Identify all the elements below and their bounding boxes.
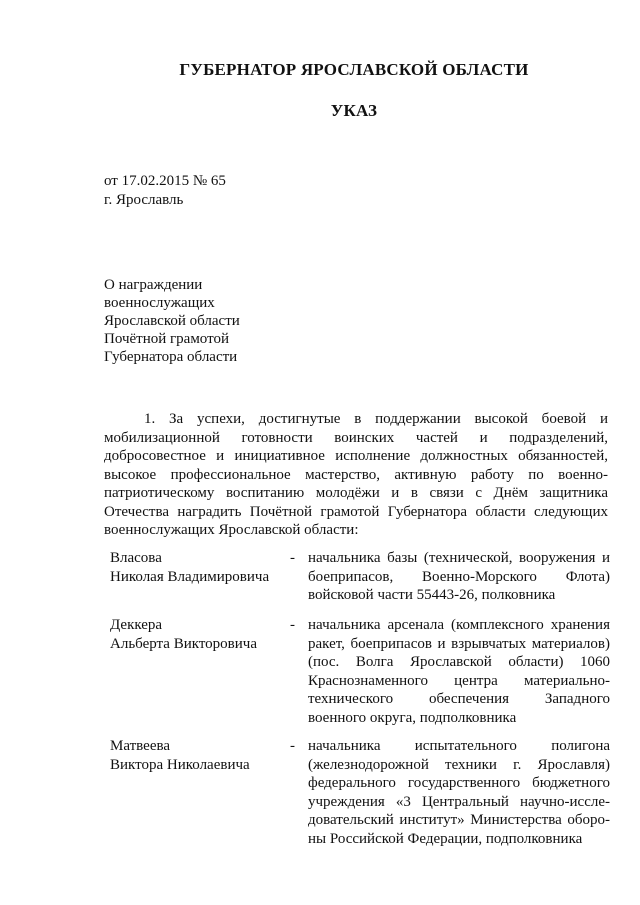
entry-dash: - [290,550,295,566]
awardee-position [308,549,610,605]
awardee-given-names: Альберта Викторовича [110,635,257,652]
awardee-surname: Матвеева [110,738,171,754]
awardee-surname: Власова [110,550,162,566]
position-line: технического обеспечения Западного [308,691,610,707]
paragraph-line: военнослужащих Ярославской области: [104,522,359,538]
position-line: войсковой части 55443-26, полковника [308,587,556,603]
paragraph-line: 1. За успехи, достигнутые в поддержании высокой боевой и [144,411,608,427]
subject-line: военнослужащих [104,295,215,311]
subject-line: Почётной грамотой [104,331,229,347]
decree-city: г. Ярославль [104,192,184,208]
awardee-name [110,549,269,586]
position-line: боеприпасов, Военно-Морского Флота) [308,568,610,585]
position-line: начальника арсенала (комплексного хранения [308,617,610,633]
subject-line: О награждении [104,277,203,293]
awardee-name [110,616,257,653]
position-line: ракет, боеприпасов и взрывчатых материалов) [308,635,610,652]
awardee-surname: Деккера [110,617,163,633]
position-line: (пос. Волга Ярославской области) 1060 [308,654,610,670]
position-line: (железнодорожной техники г. Ярославля) [308,756,610,773]
position-line: ны Российской Федерации, подполковника [308,830,583,847]
awardee-given-names: Виктора Николаевича [110,756,250,773]
position-line: Краснознаменного центра материально- [308,672,610,689]
main-paragraph [104,410,608,540]
decree-subject [104,276,240,366]
position-line: военного округа, подполковника [308,709,517,726]
position-line: учреждения «3 Центральный научно-иссле- [308,793,610,810]
entry-dash: - [290,738,295,754]
subject-line: Губернатора области [104,349,238,365]
decree-date-number: от 17.02.2015 № 65 [104,173,226,189]
paragraph-line: высокое профессиональное мастерство, активную работу по военно- [104,466,608,483]
entry-dash: - [290,617,295,633]
position-line: начальника базы (технической, вооружения и [308,550,610,566]
paragraph-line: патриотическому воспитанию молодёжи и в связи с Днём защитника [104,485,608,501]
awardee-position [308,616,610,727]
issuing-authority-heading: ГУБЕРНАТОР ЯРОСЛАВСКОЙ ОБЛАСТИ [179,60,529,79]
paragraph-line: мобилизационной готовности воинских частей и подразделений, [104,429,608,446]
paragraph-line: Отечества наградить Почётной грамотой Губернатора области следующих [104,503,608,520]
awardee-position [308,737,610,848]
awardee-given-names: Николая Владимировича [110,568,270,585]
position-line: довательский институт» Министерства оборо- [308,812,610,828]
paragraph-line: добросовестное и инициативное исполнение должностных обязанностей, [104,448,608,464]
subject-line: Ярославской области [104,313,240,329]
document-type-heading: УКАЗ [330,101,378,120]
position-line: федерального государственного бюджетного [308,775,610,791]
position-line: начальника испытательного полигона [308,738,610,754]
awardee-name [110,737,250,774]
